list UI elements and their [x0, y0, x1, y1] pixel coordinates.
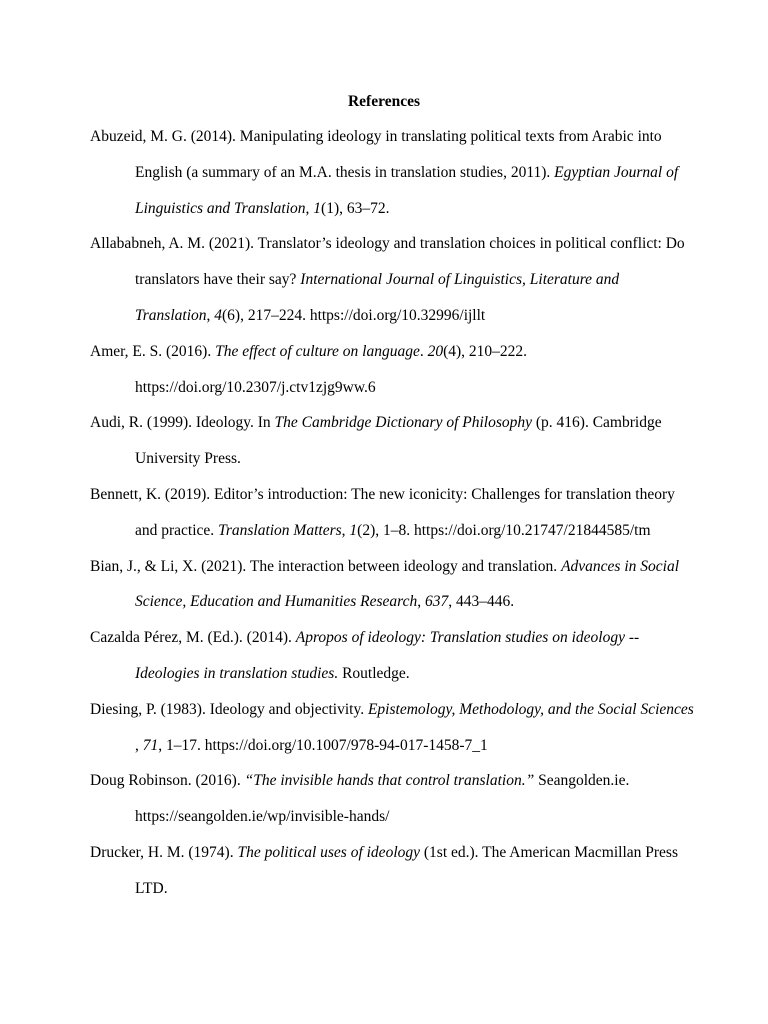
reference-list — [90, 126, 694, 914]
reference-text: , 1–17. https://doi.org/10.1007/978-94-017-1458-7_1 — [158, 736, 488, 754]
page-title: References — [347, 93, 420, 110]
reference-text: , — [206, 306, 215, 324]
reference-text: English (a summary of an M.A. thesis in translation studies, 2011). — [135, 163, 555, 181]
reference-text: , — [305, 199, 314, 217]
reference-entry — [90, 627, 680, 699]
reference-line — [90, 878, 680, 914]
reference-source-title: Egyptian Journal of — [554, 163, 679, 181]
reference-source-title: The Cambridge Dictionary of Philosophy — [274, 414, 532, 432]
reference-text: LTD. — [135, 879, 168, 897]
reference-text: (2), 1–8. https://doi.org/10.21747/21844585/tm — [357, 521, 651, 539]
reference-line — [90, 233, 685, 269]
reference-line — [90, 556, 680, 592]
reference-volume: 1 — [349, 521, 358, 539]
reference-volume: 71 — [142, 736, 159, 754]
reference-text: https://doi.org/10.2307/j.ctv1zjg9ww.6 — [135, 378, 376, 396]
reference-source-title: Translation Matters — [218, 521, 342, 539]
reference-line — [90, 377, 680, 413]
reference-text: https://seangolden.ie/wp/invisible-hands/ — [135, 808, 390, 826]
reference-text: , — [341, 521, 350, 539]
reference-text: translators have their say? — [135, 271, 301, 289]
reference-source-title: Apropos of ideology: Translation studies on ideology -- — [295, 629, 640, 647]
reference-source-title: The political uses of ideology — [237, 843, 421, 861]
reference-line — [90, 663, 680, 699]
reference-text: . — [419, 342, 428, 360]
reference-line — [90, 699, 694, 735]
reference-text: Seangolden.ie. — [534, 772, 630, 790]
reference-line — [90, 842, 680, 878]
reference-entry — [90, 699, 694, 771]
reference-line — [90, 198, 680, 234]
reference-volume: 637 — [424, 593, 449, 611]
reference-entry — [90, 842, 680, 914]
reference-text: Drucker, H. M. (1974). — [90, 843, 238, 861]
reference-text: Audi, R. (1999). Ideology. In — [90, 414, 275, 432]
reference-line — [90, 269, 680, 305]
reference-text: and practice. — [135, 521, 219, 539]
reference-entry — [90, 556, 680, 628]
reference-source-title: Linguistics and Translation — [135, 199, 306, 217]
reference-volume: 4 — [214, 306, 222, 324]
reference-line — [90, 806, 680, 842]
reference-line — [90, 520, 680, 556]
reference-line — [90, 126, 680, 162]
reference-line — [90, 341, 680, 377]
reference-entry — [90, 770, 680, 842]
reference-line — [90, 770, 680, 806]
reference-text: Amer, E. S. (2016). — [90, 342, 216, 360]
reference-line — [90, 484, 680, 520]
reference-text: , — [135, 736, 143, 754]
reference-line — [90, 591, 680, 627]
reference-line — [90, 735, 680, 771]
reference-source-title: Epistemology, Methodology, and the Social Sciences — [367, 700, 694, 718]
reference-entry — [90, 484, 680, 556]
reference-source-title: “The invisible hands that control translation.” — [244, 772, 535, 790]
reference-text: , — [417, 593, 425, 611]
reference-entry — [90, 126, 680, 233]
reference-line — [90, 305, 680, 341]
reference-text: Abuzeid, M. G. (2014). Manipulating ideology in translating political texts from Arabic into — [90, 128, 662, 145]
reference-text: Diesing, P. (1983). Ideology and objectivity. — [90, 700, 368, 718]
reference-text: (p. 416). Cambridge — [532, 414, 662, 432]
reference-source-title: Ideologies in translation studies. — [135, 664, 339, 682]
reference-text: Allababneh, A. M. (2021). Translator’s ideology and translation choices in political conflict: Do — [90, 235, 685, 253]
reference-text: (1), 63–72. — [321, 199, 390, 217]
reference-source-title: Advances in Social — [561, 557, 680, 575]
reference-text: (1st ed.). The American Macmillan Press — [420, 843, 678, 861]
reference-text: Bennett, K. (2019). Editor’s introduction: The new iconicity: Challenges for translation theory — [90, 485, 675, 503]
reference-text: , 443–446. — [448, 593, 515, 611]
reference-text: Routledge. — [338, 664, 410, 682]
reference-source-title: Science, Education and Humanities Research — [135, 593, 418, 611]
reference-entry — [90, 412, 680, 484]
reference-source-title: The effect of culture on language — [215, 342, 420, 360]
reference-line — [90, 162, 680, 198]
reference-text: Cazalda Pérez, M. (Ed.). (2014). — [90, 629, 296, 647]
reference-line — [90, 448, 680, 484]
reference-volume: 20 — [427, 342, 444, 360]
reference-line — [90, 412, 680, 448]
reference-text: Doug Robinson. (2016). — [90, 772, 245, 790]
reference-line — [90, 627, 680, 663]
reference-entry — [90, 341, 680, 413]
reference-source-title: International Journal of Linguistics, Literature and — [300, 271, 620, 289]
reference-text: Bian, J., & Li, X. (2021). The interaction between ideology and translation. — [90, 557, 562, 575]
reference-text: (6), 217–224. https://doi.org/10.32996/ijllt — [222, 306, 486, 324]
reference-source-title: Translation — [135, 306, 207, 324]
reference-text: University Press. — [135, 450, 241, 468]
reference-volume: 1 — [313, 199, 322, 217]
reference-text: (4), 210–222. — [443, 342, 528, 360]
reference-entry — [90, 233, 685, 340]
